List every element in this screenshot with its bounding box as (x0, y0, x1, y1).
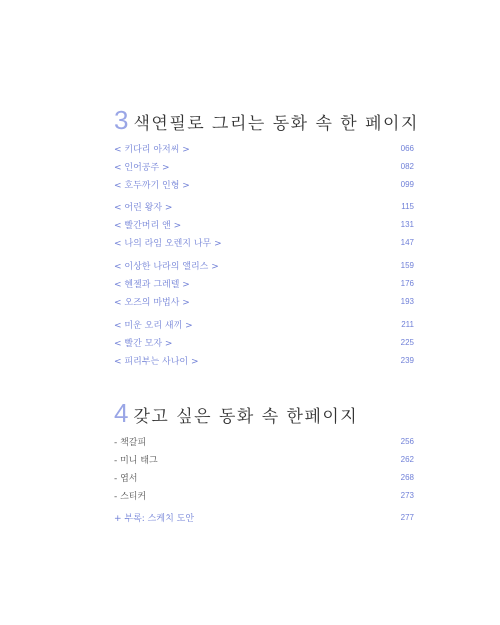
entry-page: 099 (400, 179, 414, 189)
entry-title: < 오즈의 마법사 > (114, 297, 190, 308)
entry-page: 277 (400, 512, 414, 522)
entry-title: < 미운 오리 새끼 > (114, 320, 193, 331)
entry-page: 225 (400, 337, 414, 347)
section-title: 색연필로 그리는 동화 속 한 페이지 (133, 114, 419, 134)
entry-title: < 호두까기 인형 > (114, 180, 190, 191)
entry-page: 131 (400, 219, 414, 229)
toc-entry[interactable] (114, 317, 414, 331)
entry-page: 262 (400, 454, 414, 464)
entry-title: < 키다리 아저씨 > (114, 144, 190, 155)
entry-page: 159 (400, 260, 414, 270)
entry-title: - 스티커 (114, 491, 147, 502)
section-number: 3 (114, 105, 129, 135)
toc-appendix-entry[interactable] (114, 510, 414, 524)
toc-entry[interactable] (114, 177, 414, 191)
toc-entry[interactable] (114, 470, 414, 484)
entry-title: - 미니 태그 (114, 455, 158, 466)
entry-page: 256 (400, 436, 414, 446)
entry-page: 211 (401, 319, 414, 329)
entry-page: 239 (400, 355, 414, 365)
toc-entry[interactable] (114, 258, 414, 272)
section-4-heading (114, 400, 358, 427)
toc-entry[interactable] (114, 217, 414, 231)
entry-title: < 빨간머리 앤 > (114, 220, 182, 231)
toc-entry[interactable] (114, 141, 414, 155)
entry-page: 176 (400, 278, 414, 288)
entry-title: < 인어공주 > (114, 162, 170, 173)
entry-page: 147 (400, 237, 414, 247)
entry-title: - 책갈피 (114, 437, 147, 448)
entry-page: 115 (401, 201, 414, 211)
entry-page: 082 (400, 161, 414, 171)
toc-entry[interactable] (114, 452, 414, 466)
entry-page: 268 (400, 472, 414, 482)
toc-entry[interactable] (114, 353, 414, 367)
toc-entry[interactable] (114, 159, 414, 173)
entry-title: - 엽서 (114, 473, 138, 484)
section-title: 갖고 싶은 동화 속 한페이지 (133, 407, 359, 427)
toc-entry[interactable] (114, 276, 414, 290)
entry-page: 193 (400, 296, 414, 306)
toc-entry[interactable] (114, 488, 414, 502)
entry-title: < 어린 왕자 > (114, 202, 173, 213)
entry-title: < 이상한 나라의 앨리스 > (114, 261, 219, 272)
entry-title: + 부록: 스케치 도안 (114, 513, 195, 524)
entry-title: < 빨간 모자 > (114, 338, 173, 349)
entry-page: 066 (400, 143, 414, 153)
entry-title: < 헨젤과 그레텔 > (114, 279, 190, 290)
section-number: 4 (114, 398, 129, 428)
toc-entry[interactable] (114, 335, 414, 349)
entry-title: < 나의 라임 오렌지 나무 > (114, 238, 222, 249)
entry-title: < 피리부는 사나이 > (114, 356, 199, 367)
toc-entry[interactable] (114, 434, 414, 448)
entry-page: 273 (400, 490, 414, 500)
toc-entry[interactable] (114, 294, 414, 308)
section-3-heading (114, 107, 419, 134)
toc-entry[interactable] (114, 199, 414, 213)
toc-entry[interactable] (114, 235, 414, 249)
